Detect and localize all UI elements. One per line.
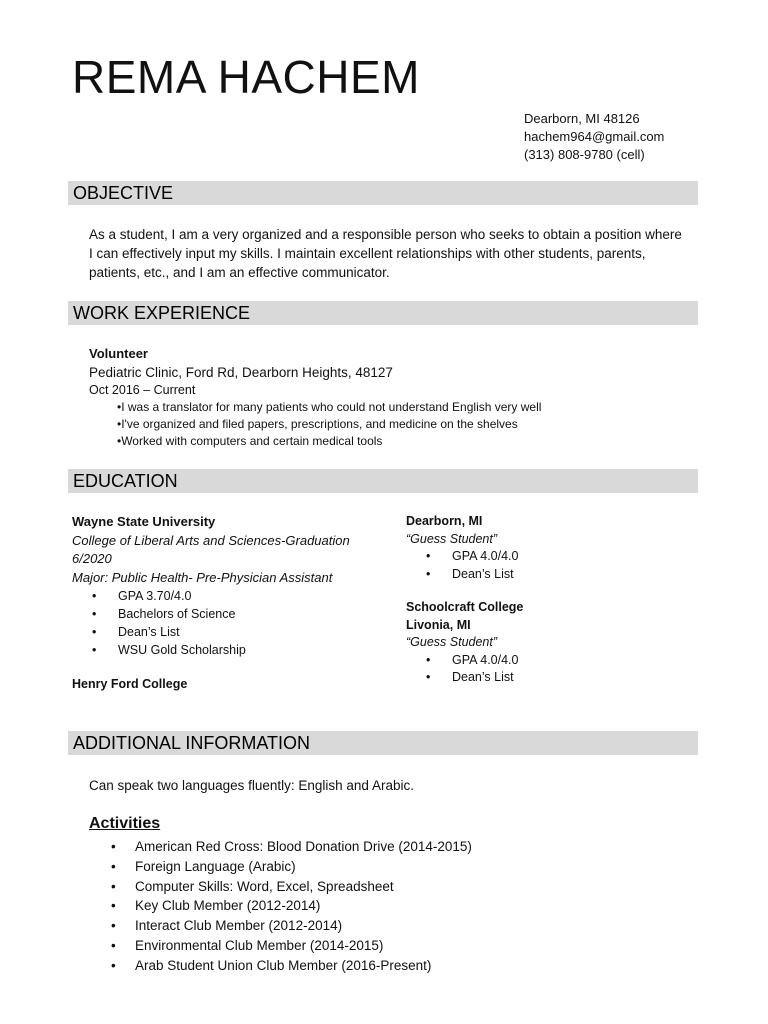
schoolcraft-item: • GPA 4.0/4.0 [406, 652, 696, 670]
schoolcraft-item: • Dean’s List [406, 669, 696, 687]
objective-text [89, 225, 701, 282]
wsu-item: • Dean’s List [72, 623, 372, 641]
activity-item: • Arab Student Union Club Member (2016-Present) [89, 956, 472, 976]
wsu-item: • WSU Gold Scholarship [72, 641, 372, 659]
languages-text: Can speak two languages fluently: English and Arabic. [89, 778, 414, 793]
phone: (313) 808-9780 (cell) [524, 147, 645, 162]
hfc-school: Henry Ford College [72, 677, 188, 691]
work-bullet: •I've organized and filed papers, prescriptions, and medicine on the shelves [117, 417, 518, 431]
work-heading: WORK EXPERIENCE [68, 301, 698, 325]
wsu-major: Major: Public Health- Pre-Physician Assistant [72, 569, 333, 585]
activities-list [89, 837, 472, 976]
resume-name: REMA HACHEM [72, 51, 420, 103]
address: Dearborn, MI 48126 [524, 111, 640, 126]
wsu-item: • Bachelors of Science [72, 605, 372, 623]
right1-item: • GPA 4.0/4.0 [406, 548, 696, 566]
right1-status: “Guess Student” [406, 531, 498, 546]
activity-item: • American Red Cross: Blood Donation Drive (2014-2015) [89, 837, 472, 857]
schoolcraft-location: Livonia, MI [406, 617, 471, 632]
objective-line: patients, etc., and I am an effective communicator. [89, 265, 390, 280]
activity-item: • Foreign Language (Arabic) [89, 857, 472, 877]
education-left-column [72, 513, 372, 694]
wsu-item: • GPA 3.70/4.0 [72, 587, 372, 605]
education-heading: EDUCATION [68, 469, 698, 493]
work-entry [89, 344, 541, 450]
activity-item: • Computer Skills: Word, Excel, Spreadsheet [89, 877, 472, 897]
activity-item: • Environmental Club Member (2014-2015) [89, 936, 472, 956]
right1-item: • Dean’s List [406, 566, 696, 584]
objective-heading: OBJECTIVE [68, 181, 698, 205]
additional-heading: ADDITIONAL INFORMATION [68, 731, 698, 755]
objective-line: As a student, I am a very organized and a responsible person who seeks to obtain a position where [89, 227, 682, 242]
objective-line: I can effectively input my skills. I maintain excellent relationships with other students, parents, [89, 246, 646, 261]
work-place: Pediatric Clinic, Ford Rd, Dearborn Heights, 48127 [89, 365, 393, 380]
education-right-column [406, 513, 696, 687]
work-bullet: •I was a translator for many patients who could not understand English very well [117, 400, 542, 414]
wsu-school: Wayne State University [72, 514, 216, 529]
work-bullet: •Worked with computers and certain medical tools [117, 434, 383, 448]
work-dates: Oct 2016 – Current [89, 383, 196, 397]
activities-heading: Activities [89, 815, 161, 832]
schoolcraft-school: Schoolcraft College [406, 600, 524, 614]
wsu-graduation: 6/2020 [72, 551, 112, 566]
right1-location: Dearborn, MI [406, 514, 483, 528]
contact-block [524, 110, 664, 164]
activity-item: • Key Club Member (2012-2014) [89, 896, 472, 916]
wsu-college: College of Liberal Arts and Sciences-Graduation [72, 532, 350, 548]
schoolcraft-status: “Guess Student” [406, 635, 498, 649]
activity-item: • Interact Club Member (2012-2014) [89, 916, 472, 936]
email: hachem964@gmail.com [524, 129, 665, 144]
work-role: Volunteer [89, 346, 148, 361]
